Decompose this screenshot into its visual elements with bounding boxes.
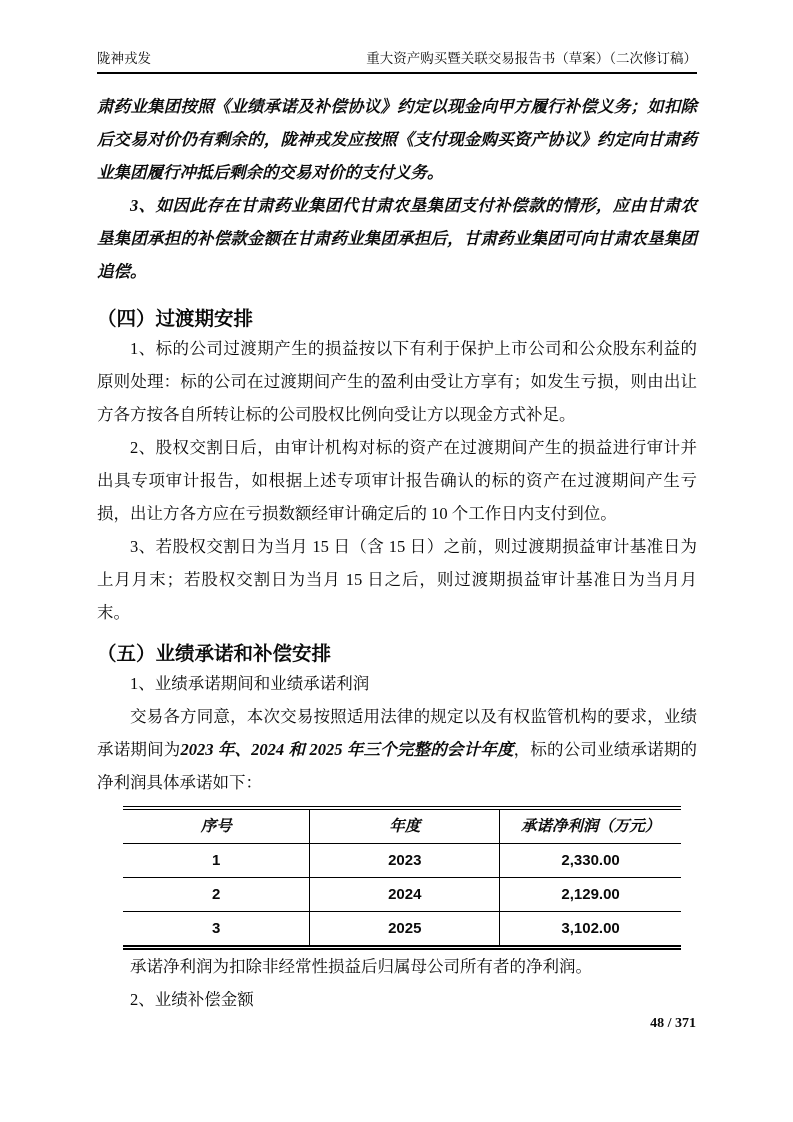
section5-heading: （五）业绩承诺和补偿安排 — [97, 643, 332, 665]
table-cell-seq: 2 — [123, 878, 310, 912]
paragraph-agreement — [97, 700, 697, 799]
section4-item-2: 2、股权交割日后，由审计机构对标的资产在过渡期间产生的损益进行审计并出具专项审计报告，如根据上述专项审计报告确认的标的资产在过渡期间产生亏损，出让方各方应在亏损数额经审计确定后的 10 个工作日内支付到位。 — [97, 438, 697, 523]
table-row — [123, 878, 681, 912]
table-header-profit: 承诺净利润（万元） — [500, 808, 681, 844]
section5-sub2-title: 2、业绩补偿金额 — [130, 990, 254, 1009]
table-row — [123, 912, 681, 948]
agreement-text-pre: 交易各方同意，本次交易按照适用法律的规定以及有权监管机构的要求，业绩承诺期间为 — [97, 707, 697, 759]
table-cell-year: 2024 — [310, 878, 500, 912]
paragraph-carryover: 肃药业集团按照《业绩承诺及补偿协议》约定以现金向甲方履行补偿义务；如扣除后交易对价仍有剩余的，陇神戎发应按照《支付现金购买资产协议》约定向甘肃药业集团履行冲抵后剩余的交易对价的支付义务。 — [97, 97, 697, 182]
table-header-year: 年度 — [310, 808, 500, 844]
header-right-title: 重大资产购买暨关联交易报告书（草案）（二次修订稿） — [366, 51, 697, 66]
table-cell-seq: 1 — [123, 844, 310, 878]
table-header-row — [123, 808, 681, 844]
page-number: 48 / 371 — [650, 1016, 696, 1031]
agreement-text-post: ，标的公司业绩承诺期的净利润具体承诺如下： — [97, 740, 697, 792]
header-left-title: 陇神戎发 — [97, 51, 151, 66]
table-header-seq: 序号 — [123, 808, 310, 844]
table-cell-year: 2025 — [310, 912, 500, 948]
table-cell-seq: 3 — [212, 920, 221, 937]
table-cell-profit: 2,330.00 — [500, 844, 681, 878]
note-net-profit: 承诺净利润为扣除非经常性损益后归属母公司所有者的净利润。 — [130, 957, 592, 976]
section4-item-1: 1、标的公司过渡期产生的损益按以下有利于保护上市公司和公众股东利益的原则处理：标的公司在过渡期间产生的盈利由受让方享有；如发生亏损，则由出让方各方按各自所转让标的公司股权比例向受让方以现金方式补足。 — [97, 339, 697, 424]
section5-sub1-title: 1、业绩承诺期间和业绩承诺利润 — [130, 674, 370, 693]
running-header — [97, 50, 697, 74]
page-content — [97, 90, 697, 1016]
table-cell-profit: 2,129.00 — [500, 878, 681, 912]
commitment-table — [123, 806, 681, 950]
agreement-text-bold: 2023 年、2024 和 2025 年三个完整的会计年度 — [180, 740, 514, 759]
table-cell-year: 2023 — [310, 844, 500, 878]
table-row — [123, 844, 681, 878]
section4-heading: （四）过渡期安排 — [97, 308, 254, 330]
table-cell-profit: 3,102.00 — [500, 912, 681, 948]
paragraph-item3: 3、如因此存在甘肃药业集团代甘肃农垦集团支付补偿款的情形，应由甘肃农垦集团承担的补偿款金额在甘肃药业集团承担后，甘肃药业集团可向甘肃农垦集团追偿。 — [97, 196, 697, 281]
section4-item-3: 3、若股权交割日为当月 15 日（含 15 日）之前，则过渡期损益审计基准日为上月月末；若股权交割日为当月 15 日之后，则过渡期损益审计基准日为当月月末。 — [97, 537, 697, 622]
